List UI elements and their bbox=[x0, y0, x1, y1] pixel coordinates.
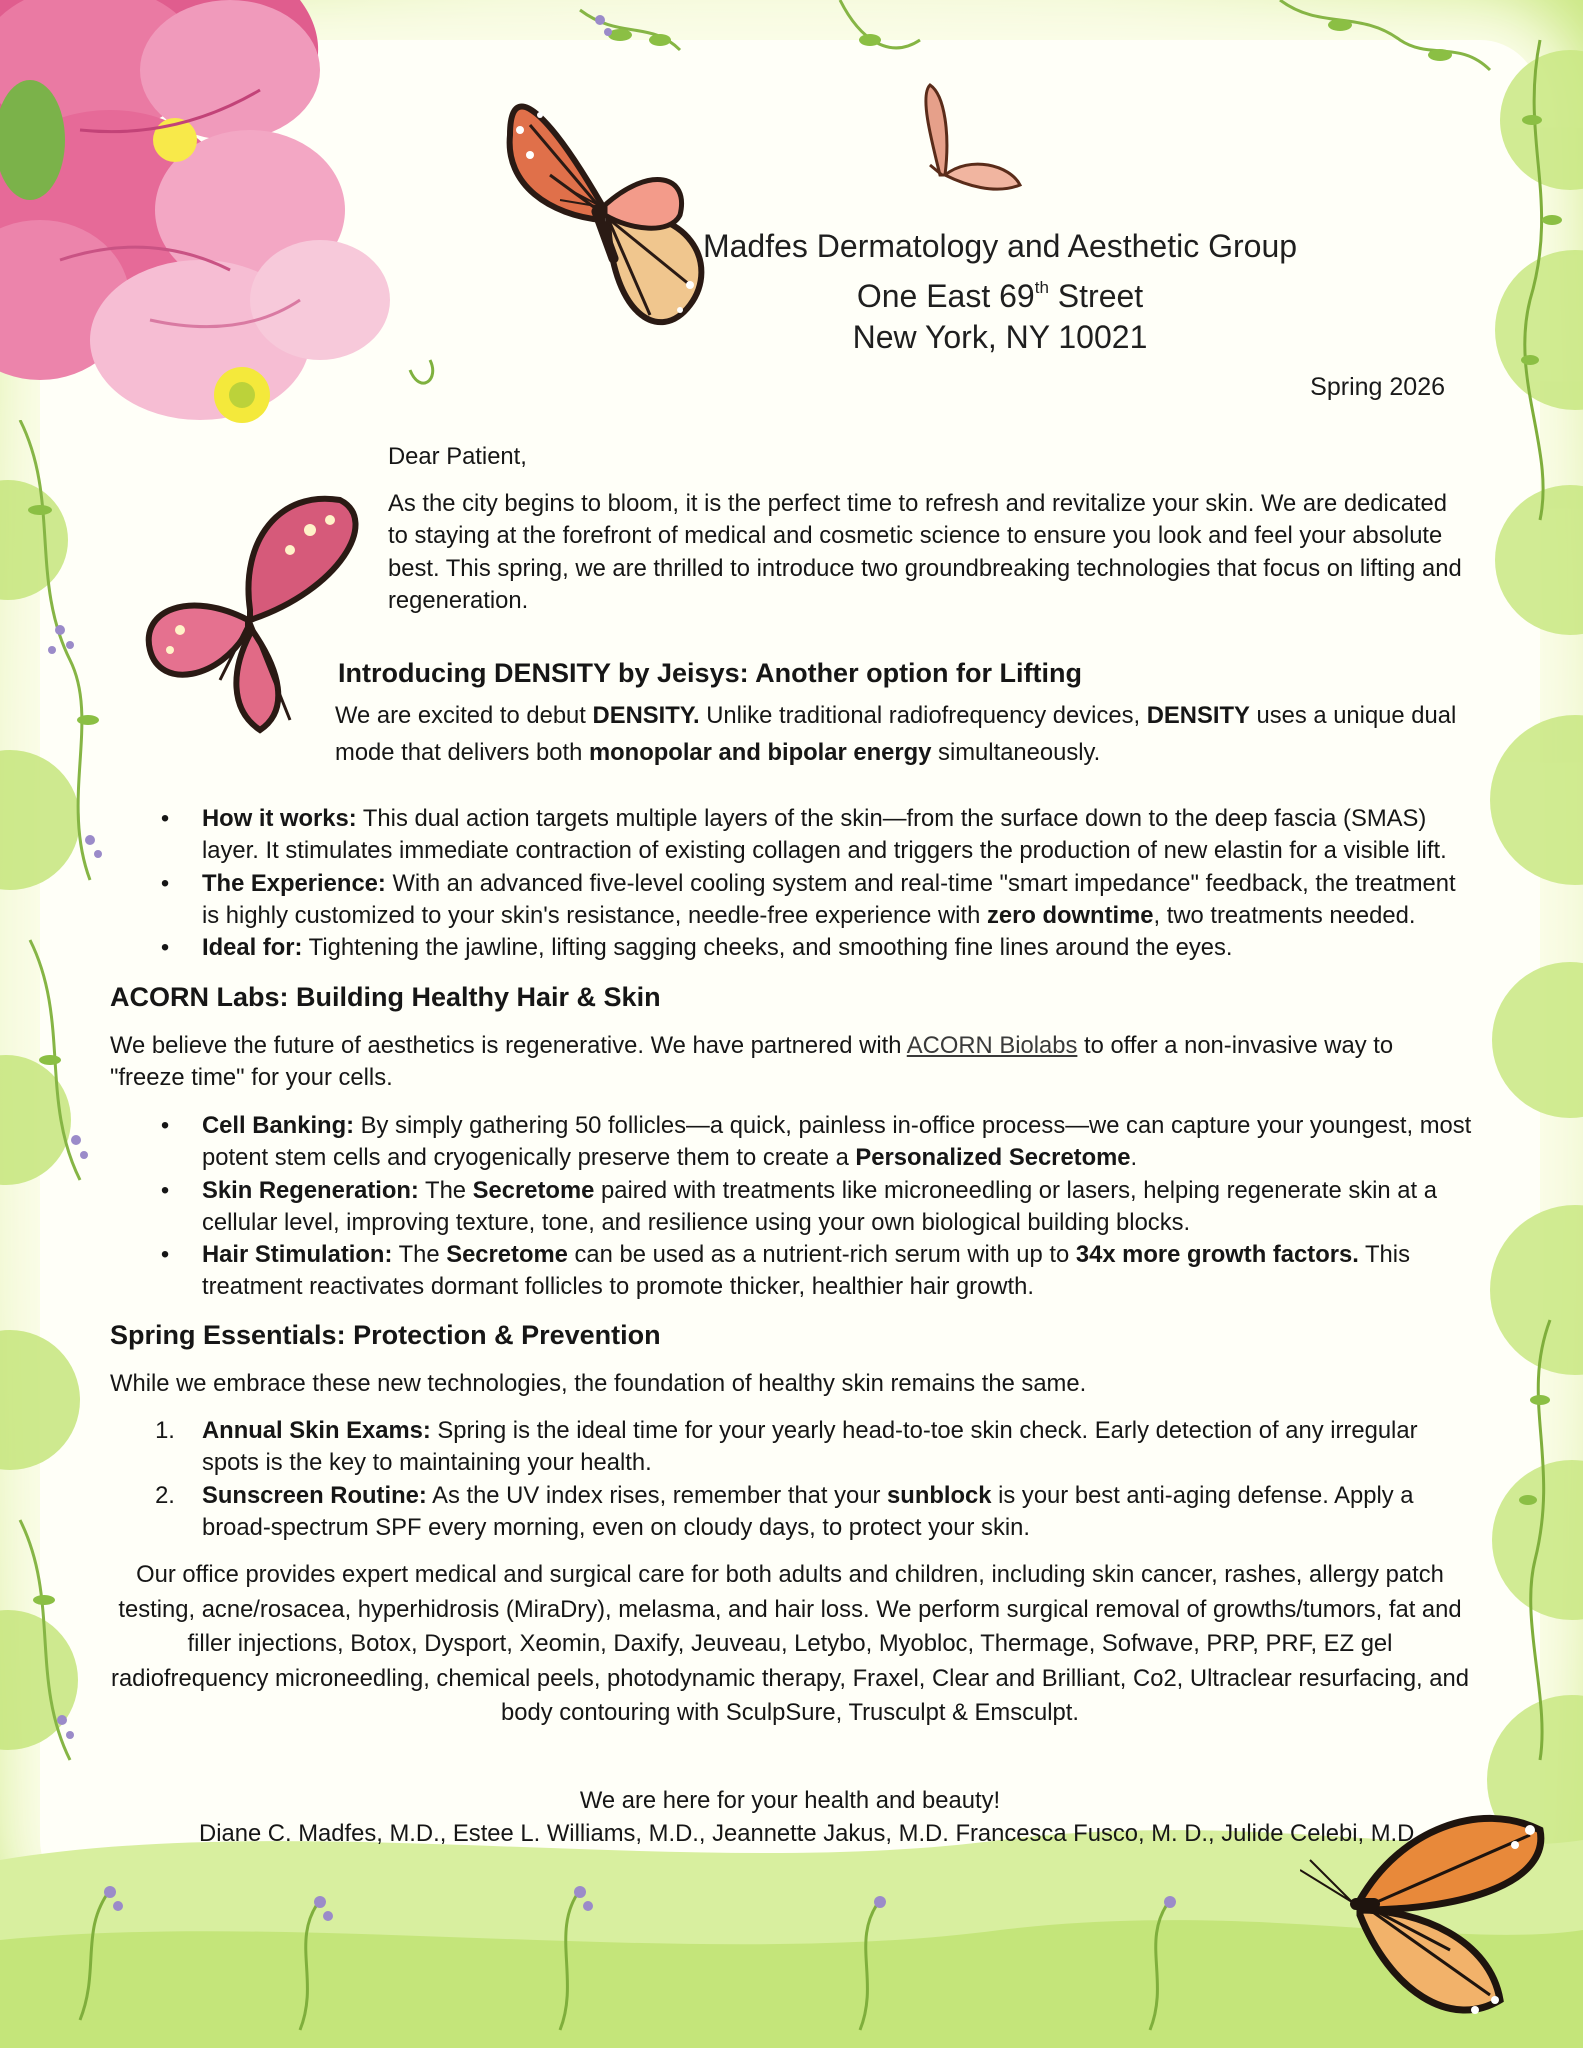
greeting: Dear Patient, bbox=[388, 443, 527, 470]
small-butterfly-illustration bbox=[900, 75, 1030, 205]
list-item: • Skin Regeneration: The Secretome paired with treatments like microneedling or lasers, helping regenerate skin at a cellular level, improving texture, tone, and resilience using your own biological building blocks. bbox=[160, 1176, 1437, 1236]
acorn-paragraph: We believe the future of aesthetics is regenerative. We have partnered with ACORN Biolabs to offer a non-invasive way to "freeze time" for your cells. bbox=[110, 1032, 1394, 1092]
spring-intro: While we embrace these new technologies, the foundation of healthy skin remains the same. bbox=[110, 1370, 1087, 1397]
practice-name: Madfes Dermatology and Aesthetic Group bbox=[702, 228, 1298, 264]
doctors-signature: Diane C. Madfes, M.D., Estee L. Williams, M.D., Jeannette Jakus, M.D. Francesca Fusco, M. D., Julide Celebi, M.D. bbox=[199, 1820, 1421, 1847]
list-item: • Cell Banking: By simply gathering 50 follicles—a quick, painless in-office process—we can capture your youngest, most potent stem cells and cryogenically preserve them to create a Personalized Secretome. bbox=[160, 1112, 1472, 1172]
list-item: 1. Annual Skin Exams: Spring is the ideal time for your yearly head-to-toe skin check. Early detection of any irregular spots is the key to maintaining your health. bbox=[155, 1417, 1418, 1477]
spring-heading: Spring Essentials: Protection & Prevention bbox=[110, 1320, 661, 1350]
list-item: 2. Sunscreen Routine: As the UV index rises, remember that your sunblock is your best anti-aging defense. Apply a broad-spectrum SPF every morning, even on cloudy days, to protect your skin. bbox=[155, 1481, 1414, 1541]
right-border-decoration bbox=[1460, 0, 1583, 2048]
street-address: One East 69th Street bbox=[856, 278, 1144, 314]
office-services-paragraph: Our office provides expert medical and surgical care for both adults and children, including skin cancer, rashes, allergy patch testing, acne/rosacea, hyperhidrosis (MiraDry), melasma, and hair loss. We perform surgical removal of growths/tumors, fat and filler injections, Botox, Dysport, Xeomin, Daxify, Jeuveau, Letybo, Myobloc, Thermage, Sofwave, PRP, PRF, EZ gel radiofrequency microneedling, chemical peels, photodynamic therapy, Fraxel, Clear and Brilliant, Co2, Ultraclear resurfacing, and body contouring with SculpSure, Trusculpt & Emsculpt. bbox=[111, 1561, 1469, 1727]
pink-flowers-illustration bbox=[0, 0, 520, 470]
spring-list bbox=[155, 1415, 1472, 1544]
list-item: • Hair Stimulation: The Secretome can be used as a nutrient-rich serum with up to 34x more growth factors. This treatment reactivates dormant follicles to promote thicker, healthier hair growth. bbox=[160, 1241, 1410, 1301]
acorn-list bbox=[160, 1110, 1472, 1304]
acorn-heading: ACORN Labs: Building Healthy Hair & Skin bbox=[110, 982, 661, 1012]
density-paragraph: We are excited to debut DENSITY. Unlike traditional radiofrequency devices, DENSITY uses a unique dual mode that delivers both monopolar and bipolar energy simultaneously. bbox=[335, 702, 1457, 766]
acorn-biolabs-link[interactable]: ACORN Biolabs bbox=[906, 1032, 1078, 1059]
intro-paragraph: As the city begins to bloom, it is the perfect time to refresh and revitalize your skin. We are dedicated to staying at the forefront of medical and cosmetic science to ensure you look and feel your absolute best. This spring, we are thrilled to introduce two groundbreaking technologies that focus on lifting and regeneration. bbox=[388, 490, 1462, 614]
closing-line: We are here for your health and beauty! bbox=[579, 1787, 1001, 1814]
list-item: • Ideal for: Tightening the jawline, lifting sagging cheeks, and smoothing fine lines around the eyes. bbox=[160, 934, 1233, 962]
list-item: • The Experience: With an advanced five-level cooling system and real-time "smart impedance" feedback, the treatment is highly customized to your skin's resistance, needle-free experience with zero downtime, two treatments needed. bbox=[160, 869, 1456, 929]
list-item: • How it works: This dual action targets multiple layers of the skin—from the surface down to the deep fascia (SMAS) layer. It stimulates immediate contraction of existing collagen and triggers the production of new elastin for a visible lift. bbox=[160, 805, 1447, 865]
city-address: New York, NY 10021 bbox=[852, 319, 1148, 355]
density-list bbox=[160, 803, 1472, 964]
letterhead bbox=[700, 226, 1300, 358]
letter-date: Spring 2026 bbox=[1310, 373, 1445, 401]
density-heading: Introducing DENSITY by Jeisys: Another option for Lifting bbox=[338, 658, 1083, 688]
